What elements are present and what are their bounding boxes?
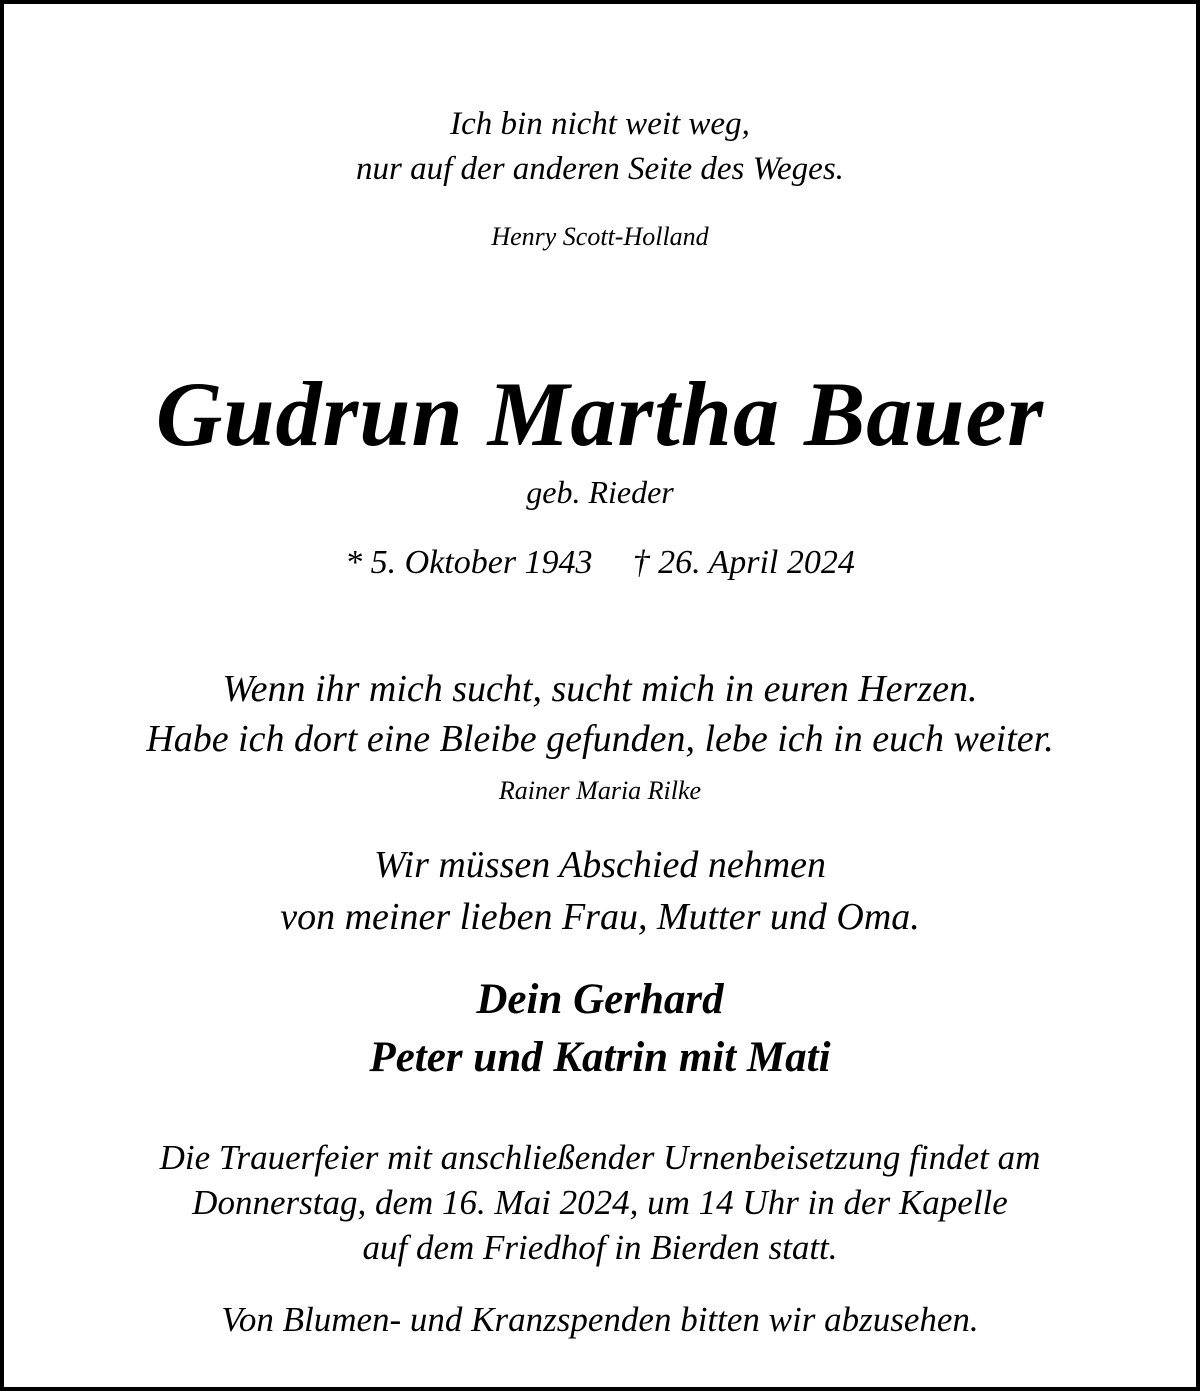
farewell-line-2: von meiner lieben Frau, Mutter und Oma. — [280, 896, 920, 938]
mourners-line-1: Dein Gerhard — [476, 976, 724, 1023]
death-date: † 26. April 2024 — [632, 544, 855, 581]
birth-name: geb. Rieder — [526, 474, 674, 510]
opening-quote-line-1: Ich bin nicht weit weg, — [450, 106, 750, 142]
mourners-line-2: Peter und Katrin mit Mati — [369, 1034, 831, 1081]
farewell-line-1: Wir müssen Abschied nehmen — [373, 844, 827, 886]
deceased-name: Gudrun Martha Bauer — [155, 363, 1045, 465]
second-quote-line-1: Wenn ihr mich sucht, sucht mich in euren Herzen. — [222, 668, 978, 710]
second-quote-line-2: Habe ich dort eine Bleibe gefunden, lebe ich in euch weiter. — [146, 718, 1054, 760]
second-quote-author: Rainer Maria Rilke — [498, 776, 702, 805]
life-dates — [4, 546, 1196, 580]
opening-quote-author: Henry Scott-Holland — [491, 222, 709, 251]
service-line-1: Die Trauerfeier mit anschließender Urnenbeisetzung findet am — [159, 1138, 1041, 1177]
birth-date: * 5. Oktober 1943 — [345, 544, 593, 581]
donation-note: Von Blumen- und Kranzspenden bitten wir abzusehen. — [221, 1300, 979, 1339]
service-line-3: auf dem Friedhof in Bierden statt. — [362, 1228, 838, 1267]
opening-quote-line-2: nur auf der anderen Seite des Weges. — [356, 151, 844, 187]
service-line-2: Donnerstag, dem 16. Mai 2024, um 14 Uhr in der Kapelle — [192, 1183, 1008, 1222]
